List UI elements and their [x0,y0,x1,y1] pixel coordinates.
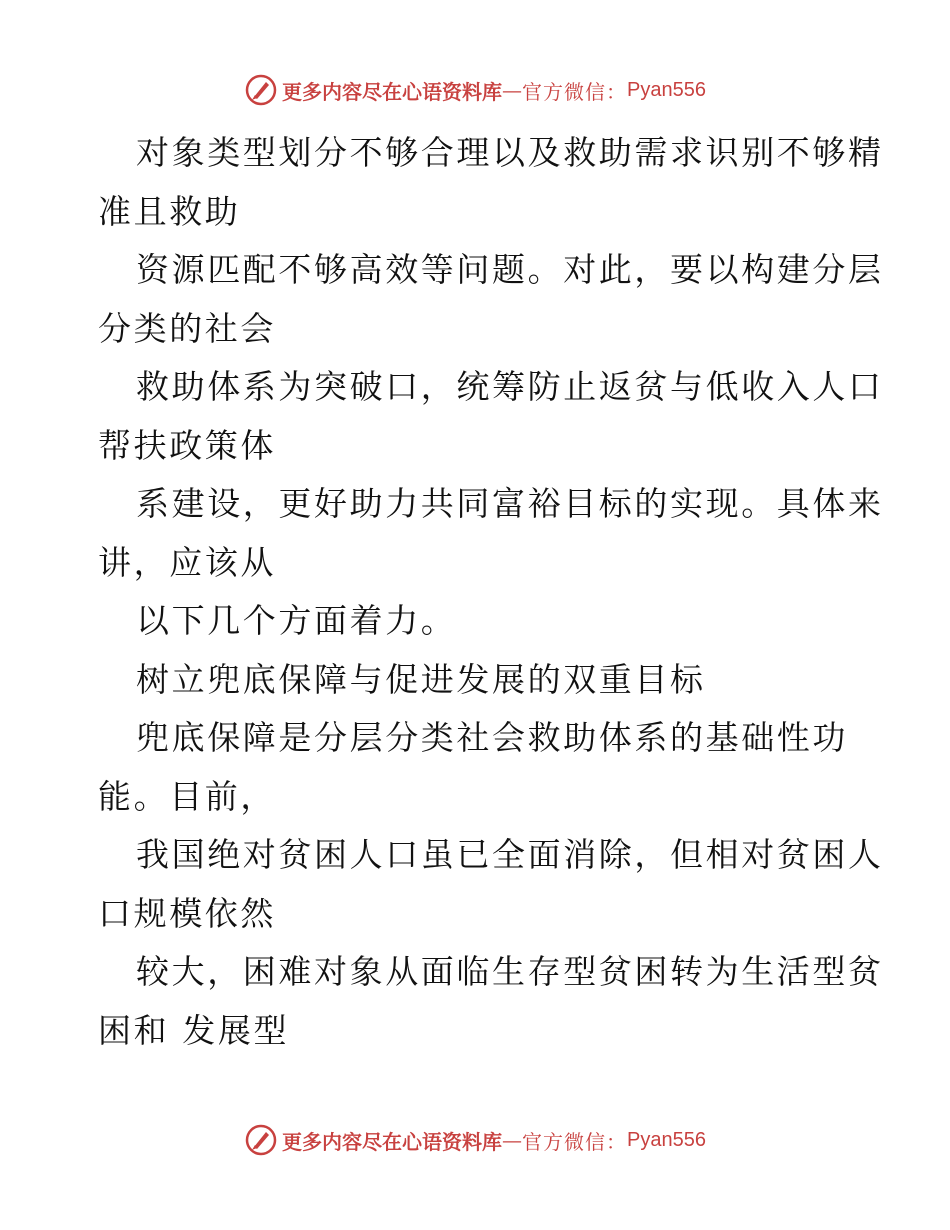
text-line-13: 我国绝对贫困人口虽已全面消除，但相对贫困人 [136,835,884,874]
footer-watermark [0,1120,950,1160]
text-line-14: 口规模依然 [98,893,276,933]
text-line-9: 以下几个方面着力。 [136,601,457,640]
text-line-4: 分类的社会 [98,308,276,348]
text-line-2: 准且救助 [98,191,241,231]
footer-separator: — [502,1128,523,1152]
footer-contact-label: 官方微信： [522,1129,628,1154]
text-line-3: 资源匹配不够高效等问题。对此，要以构建分层 [136,250,884,289]
text-line-15: 较大，困难对象从面临生存型贫困转为生活型贫 [136,952,884,991]
footer-site-text: 更多内容尽在心语资料库 [282,1129,503,1154]
text-line-16: 困和 发展型 [98,1010,290,1050]
text-line-11: 兜底保障是分层分类社会救助体系的基础性功 [136,718,848,757]
text-line-12: 能。目前， [98,776,276,816]
footer-contact-id: Pyan556 [627,1128,706,1151]
header-watermark [0,70,950,110]
text-line-1: 对象类型划分不够合理以及救助需求识别不够精 [136,133,884,172]
header-separator: — [502,78,523,102]
section-heading: 树立兜底保障与促进发展的双重目标 [136,659,706,699]
text-line-8: 讲，应该从 [98,542,276,582]
text-line-5: 救助体系为突破口，统筹防止返贫与低收入人口 [136,367,884,406]
header-site-text: 更多内容尽在心语资料库 [282,79,503,104]
text-line-6: 帮扶政策体 [98,425,276,465]
header-contact-label: 官方微信： [522,79,628,104]
quill-pen-logo-icon [244,73,278,107]
quill-pen-logo-icon [244,1123,278,1157]
document-body [98,124,884,1060]
text-line-7: 系建设，更好助力共同富裕目标的实现。具体来 [136,484,884,523]
header-contact-id: Pyan556 [627,78,706,101]
